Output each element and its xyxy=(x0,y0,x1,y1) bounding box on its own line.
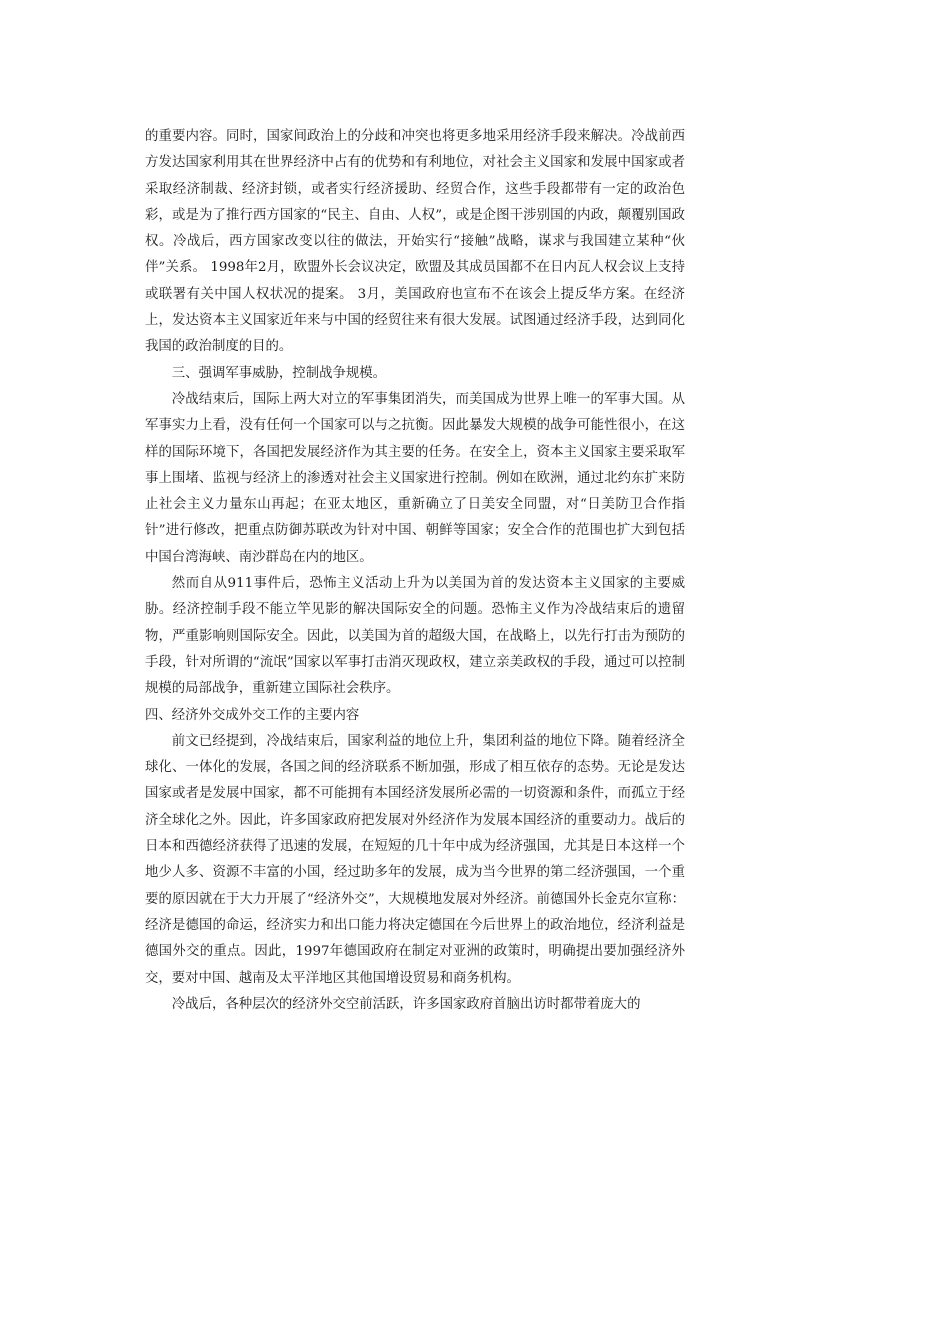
paragraph-body: 前文已经提到，冷战结束后，国家利益的地位上升，集团利益的地位下降。随着经济全球化、一体化的发展，各国之间的经济联系不断加强，形成了相互依存的态势。无论是发达国家或者是发展中国家，都不可能拥有本国经济发展所必需的一切资源和条件，而孤立于经济全球化之外。因此，许多国家政府把发展对外经济作为发展本国经济的重要动力。战后的日本和西德经济获得了迅速的发展，在短短的几十年中成为经济强国，尤其是日本这样一个地少人多、资源不丰富的小国，经过助多年的发展，成为当今世界的第二经济强国，一个重要的原因就在于大力开展了“经济外交”，大规模地发展对外经济。前德国外长金克尔宣称：经济是德国的命运，经济实力和出口能力将决定德国在今后世界上的政治地位，经济利益是德国外交的重点。因此，1997年德国政府在制定对亚洲的政策时，明确提出要加强经济外交，要对中国、越南及太平洋地区其他国增设贸易和商务机构。 xyxy=(145,733,685,986)
document-page xyxy=(145,124,685,1018)
paragraph-continuation: 的重要内容。同时，国家间政治上的分歧和冲突也将更多地采用经济手段来解决。冷战前西方发达国家利用其在世界经济中占有的优势和有利地位，对社会主义国家和发展中国家或者采取经济制裁、经济封锁，或者实行经济援助、经贸合作，这些手段都带有一定的政治色彩，或是为了推行西方国家的“民主、自由、人权”，或是企图干涉别国的内政，颠覆别国政权。冷战后，西方国家改变以往的做法，开始实行“接触”战略，谋求与我国建立某种“伙伴”关系。 1998年2月，欧盟外长会议决定，欧盟及其成员国都不在日内瓦人权会议上支持或联署有关中国人权状况的提案。 3月，美国政府也宣布不在该会上提反华方案。在经济上，发达资本主义国家近年来与中国的经贸往来有很大发展。试图通过经济手段，达到同化我国的政治制度的目的。 xyxy=(145,129,685,355)
paragraph-body: 然而自从911事件后，恐怖主义活动上升为以美国为首的发达资本主义国家的主要威胁。经济控制手段不能立竿见影的解决国际安全的问题。恐怖主义作为冷战结束后的遗留物，严重影响则国际安全。因此，以美国为首的超级大国，在战略上，以先行打击为预防的手段，针对所谓的“流氓”国家以军事打击消灭现政权，建立亲美政权的手段，通过可以控制规模的局部战争，重新建立国际社会秩序。 xyxy=(145,576,685,697)
section-heading-three: 三、强调军事威胁，控制战争规模。 xyxy=(171,365,387,381)
paragraph-body: 冷战后，各种层次的经济外交空前活跃，许多国家政府首脑出访时都带着庞大的 xyxy=(171,996,641,1012)
section-heading-four: 四、经济外交成外交工作的主要内容 xyxy=(145,707,360,723)
paragraph-body: 冷战结束后，国际上两大对立的军事集团消失，而美国成为世界上唯一的军事大国。从军事实力上看，没有任何一个国家可以与之抗衡。因此暴发大规模的战争可能性很小，在这样的国际环境下，各国把发展经济作为其主要的任务。在安全上，资本主义国家主要采取军事上围堵、监视与经济上的渗透对社会主义国家进行控制。例如在欧洲，通过北约东扩来防止社会主义力量东山再起；在亚太地区，重新确立了日美安全同盟，对“日美防卫合作指针”进行修改，把重点防御苏联改为针对中国、朝鲜等国家；安全合作的范围也扩大到包括中国台湾海峡、南沙群岛在内的地区。 xyxy=(145,391,685,565)
